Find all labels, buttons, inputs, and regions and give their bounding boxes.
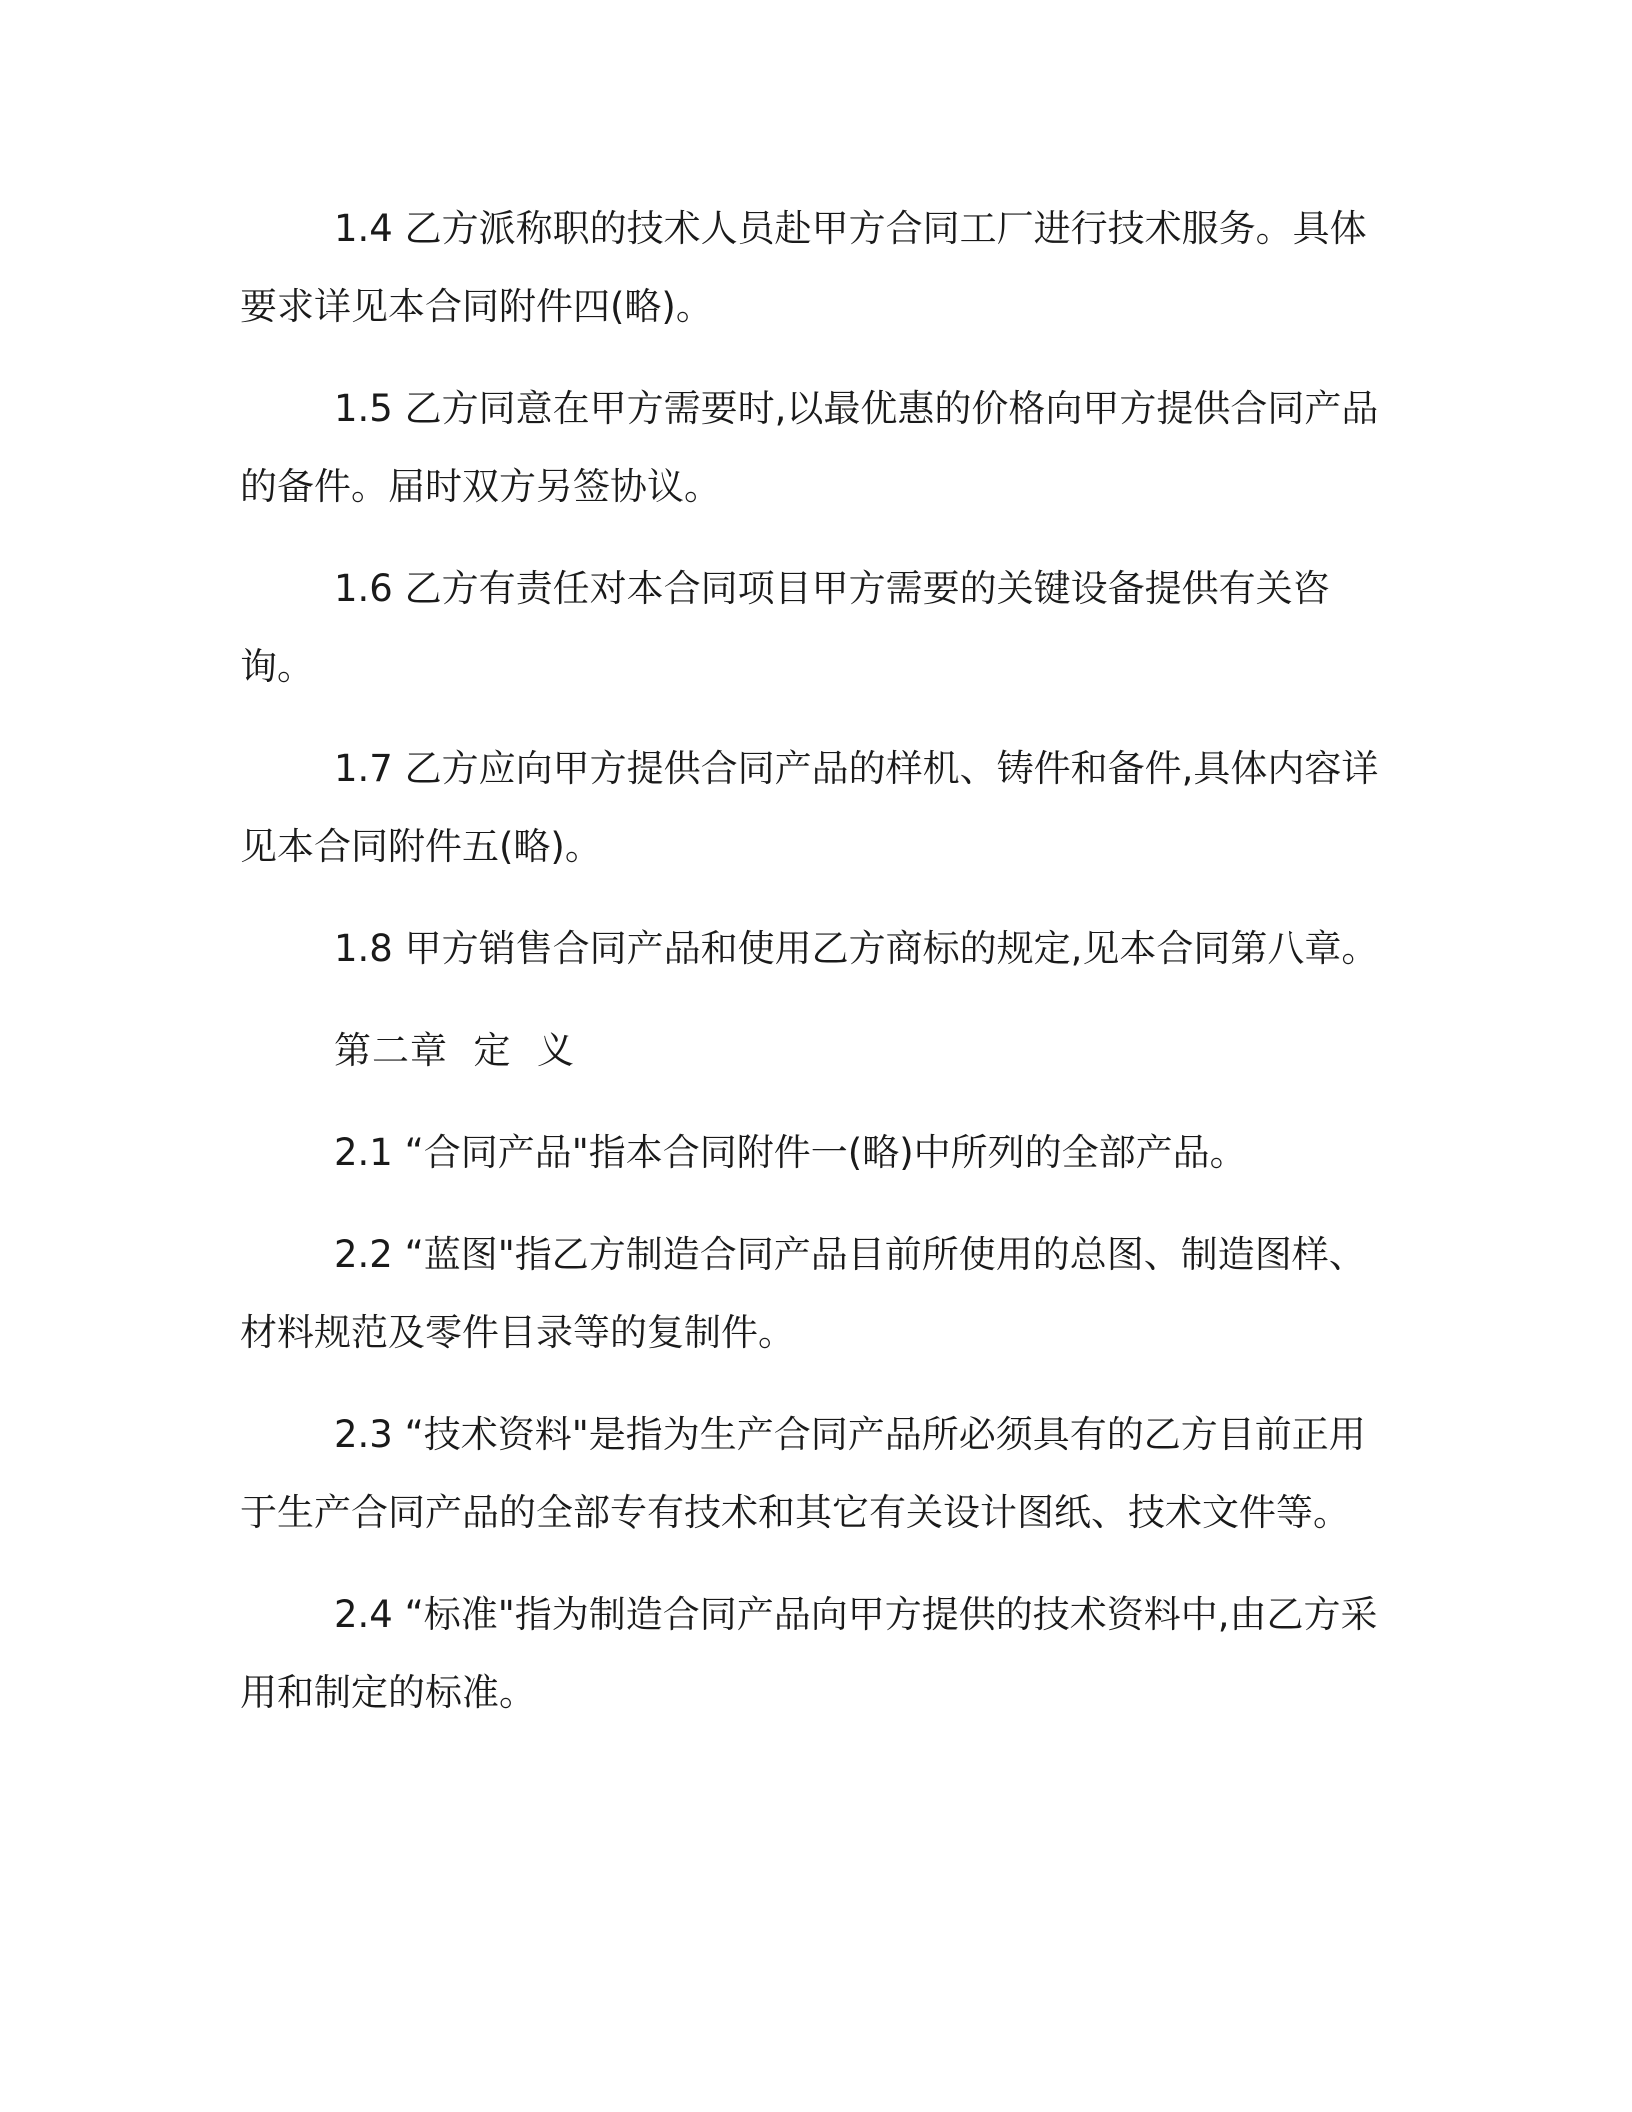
paragraph-1-4: 1.4 乙方派称职的技术人员赴甲方合同工厂进行技术服务。具体要求详见本合同附件四(略)。 <box>240 207 1367 328</box>
chapter-heading: 第二章 定 义 <box>334 1029 576 1072</box>
paragraph-1-5: 1.5 乙方同意在甲方需要时,以最优惠的价格向甲方提供合同产品的备件。届时双方另签协议。 <box>240 387 1379 508</box>
paragraph-1-7: 1.7 乙方应向甲方提供合同产品的样机、铸件和备件,具体内容详见本合同附件五(略)。 <box>240 747 1379 868</box>
definition-2-2: 2.2 “蓝图"指乙方制造合同产品目前所使用的总图、制造图样、材料规范及零件目录等的复制件。 <box>240 1233 1366 1354</box>
definition-2-1: 2.1 “合同产品"指本合同附件一(略)中所列的全部产品。 <box>334 1131 1247 1174</box>
definition-2-3: 2.3 “技术资料"是指为生产合同产品所必须具有的乙方目前正用于生产合同产品的全部专有技术和其它有关设计图纸、技术文件等。 <box>240 1413 1366 1534</box>
paragraph-1-8: 1.8 甲方销售合同产品和使用乙方商标的规定,见本合同第八章。 <box>334 927 1379 970</box>
document-body <box>240 190 1390 1756</box>
paragraph-1-6: 1.6 乙方有责任对本合同项目甲方需要的关键设备提供有关咨询。 <box>240 567 1330 688</box>
definition-2-4: 2.4 “标准"指为制造合同产品向甲方提供的技术资料中,由乙方采用和制定的标准。 <box>240 1593 1378 1714</box>
